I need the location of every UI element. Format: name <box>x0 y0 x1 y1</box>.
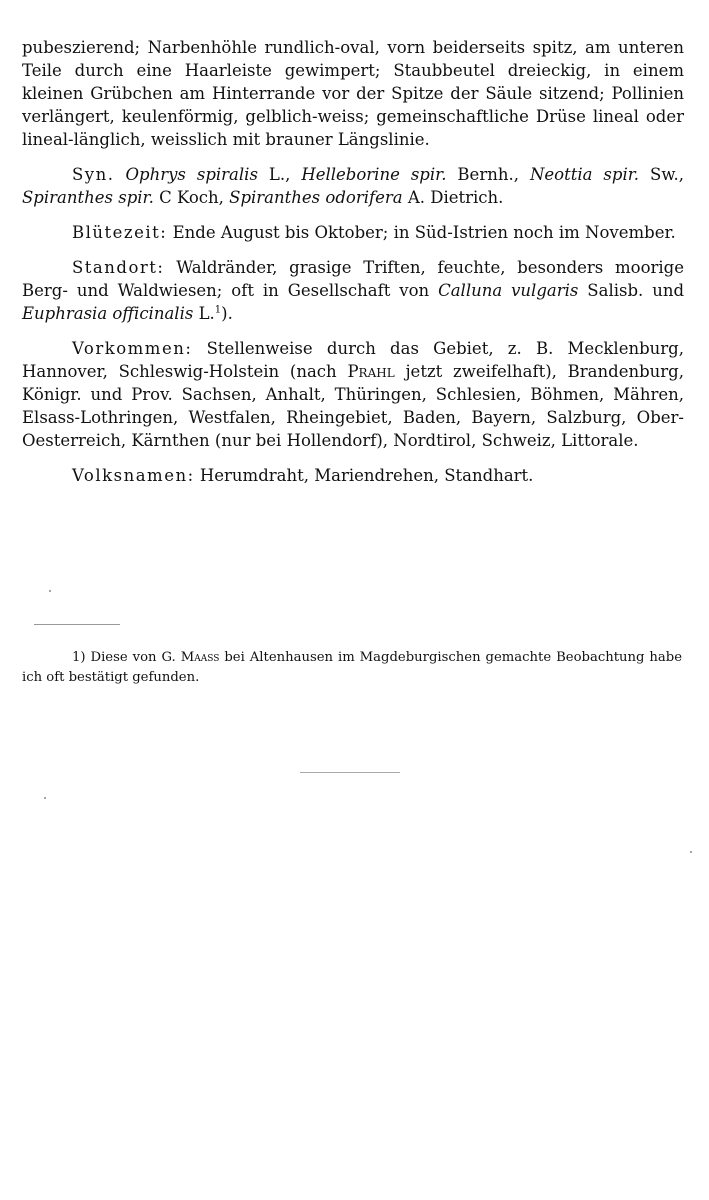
print-speck <box>690 851 692 853</box>
italic-term: Euphrasia officinalis <box>22 304 194 323</box>
print-speck <box>49 590 51 592</box>
footnote-marker: 1 <box>214 304 222 316</box>
italic-term: Helleborine spir. <box>301 165 447 184</box>
habitat-label: Standort: <box>72 258 165 277</box>
occurrence-paragraph <box>22 337 684 452</box>
footnote-separator <box>34 624 120 625</box>
description-continued-paragraph: pubeszierend; Narbenhöhle rundlich-oval, vorn beiderseits spitz, am unteren Teile durch eine Haarleiste gewimpert; Staubbeutel dreieckig, in einem kleinen Grübchen am Hinterrande vor der Spitze der Säule sitzend; Pollinien verlängert, keulenförmig, gelblich-weiss; gemeinschaftliche Drüse lineal oder lineal-länglich, weisslich mit brauner Längslinie. <box>22 38 684 149</box>
occurrence-text: Stellenweise durch das Gebiet, z. B. Mecklenburg, Hannover, Schleswig-Holstein (nach Prahl jetzt zweifelhaft), Brandenburg, Königr. und Prov. Sachsen, Anhalt, Thüringen, Schlesien, Böhmen, Mähren, Elsass-Lothringen, Westfalen, Rheingebiet, Baden, Bayern, Salzburg, Ober-Oesterreich, Kärnthen (nur bei Hollendorf), Nordtirol, Schweiz, Littorale. <box>22 339 684 450</box>
flowering-time-label: Blütezeit: <box>72 223 168 242</box>
common-names-text: Herumdraht, Mariendrehen, Standhart. <box>194 466 534 485</box>
italic-term: Spiranthes spir. <box>22 188 154 207</box>
page-divider <box>300 772 400 773</box>
flowering-time-paragraph <box>22 221 684 244</box>
print-speck <box>44 797 46 799</box>
habitat-text: Waldränder, grasige Triften, feuchte, besonders moorige Berg- und Waldwiesen; oft in Gesellschaft von Calluna vulgaris Salisb. und Euphrasia officinalis L.$^1$). <box>22 258 685 323</box>
flowering-time-text: Ende August bis Oktober; in Süd-Istrien noch im November. <box>167 223 676 242</box>
italic-term: Calluna vulgaris <box>438 281 579 300</box>
italic-term: Neottia spir. <box>529 165 640 184</box>
synonyms-paragraph <box>22 163 684 209</box>
small-caps-name: Maass <box>180 650 220 665</box>
common-names-label: Volksnamen: <box>72 466 195 485</box>
common-names-paragraph <box>22 464 684 487</box>
synonyms-label: Syn. <box>72 165 115 184</box>
italic-term: Spiranthes odorifera <box>229 188 403 207</box>
habitat-paragraph <box>22 256 684 325</box>
synonyms-text: Ophrys spiralis L., Helleborine spir. Bernh., Neottia spir. Sw., Spiranthes spir. C Koch, Spiranthes odorifera A. Dietrich. <box>22 165 684 207</box>
footnote-text: 1) Diese von G. Maass bei Altenhausen im Magdeburgischen gemachte Beobachtung habe ich oft bestätigt gefunden. <box>22 650 683 685</box>
main-text <box>22 36 684 499</box>
italic-term: Ophrys spiralis <box>125 165 258 184</box>
footnote <box>22 648 682 688</box>
small-caps-name: Prahl <box>347 362 395 381</box>
occurrence-label: Vorkommen: <box>72 339 193 358</box>
